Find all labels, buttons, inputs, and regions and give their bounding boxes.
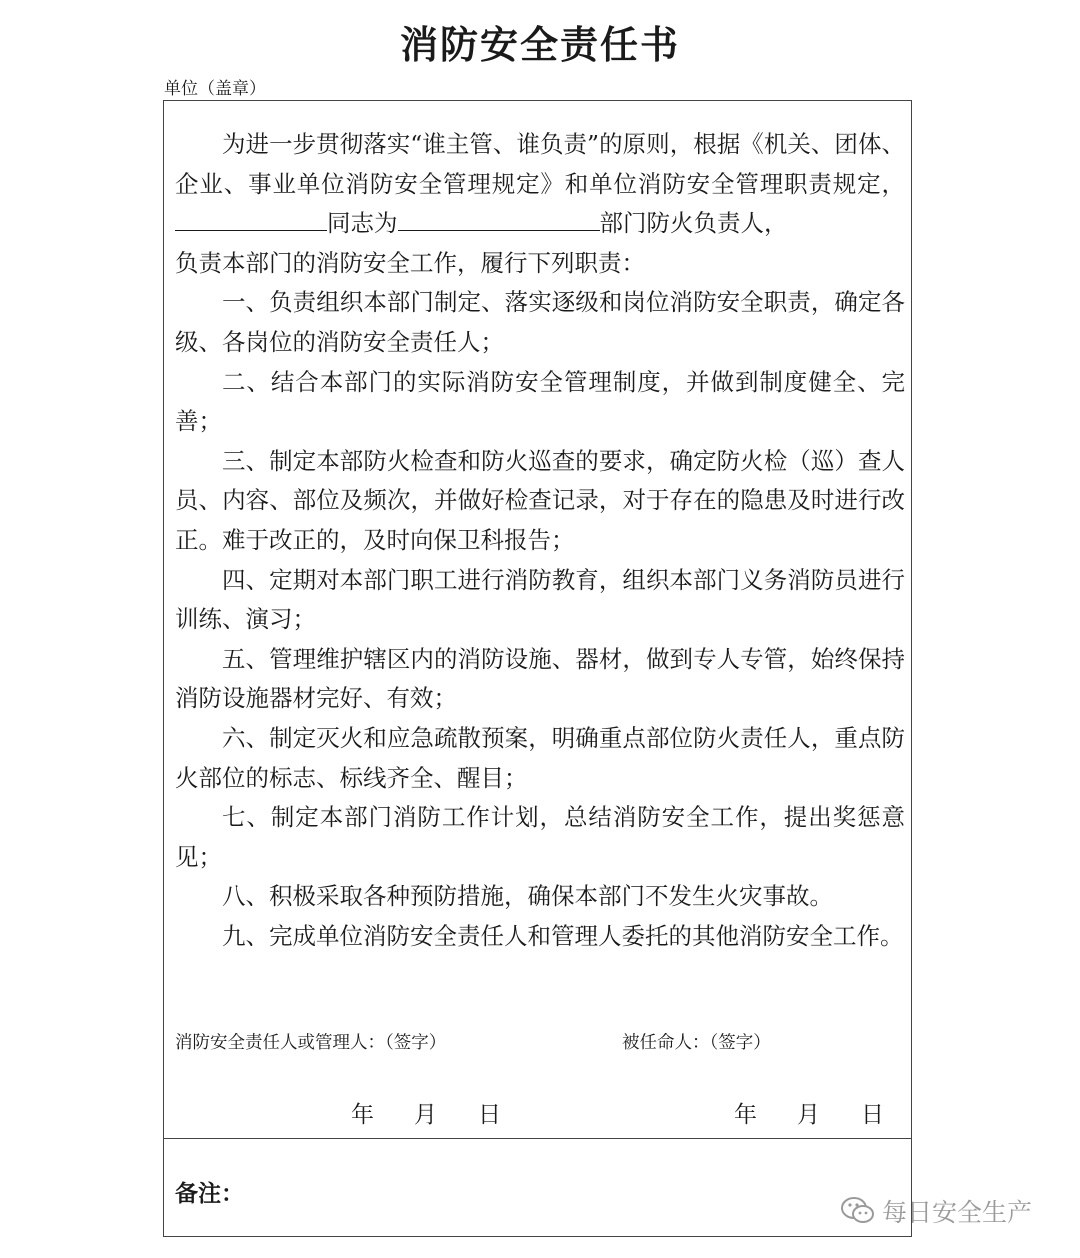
duty-item-4: 四、定期对本部门职工进行消防教育，组织本部门义务消防员进行训练、演习； [175,565,905,634]
remarks-label: 备注： [175,1181,244,1207]
responsibility-text [175,125,905,956]
person-name-blank[interactable] [175,206,327,231]
date-right-month: 月 [797,1102,820,1128]
signature-responsible-person: 消防安全责任人或管理人：（签字） [175,1033,447,1053]
wechat-icon [840,1196,876,1226]
duty-item-5: 五、管理维护辖区内的消防设施、器材，做到专人专管，始终保持消防设施器材完好、有效； [175,644,905,713]
intro-continuation: 负责本部门的消防安全工作，履行下列职责： [175,248,645,277]
date-right-day: 日 [861,1102,884,1128]
intro-text-a: 为进一步贯彻落实“谁主管、谁负责”的原则，根据《机关、团体、企业、事业单位消防安全管理规定》和单位消防安全管理职责规定， [175,130,905,198]
department-name-blank[interactable] [398,206,600,231]
duty-item-8: 八、积极采取各种预防措施，确保本部门不发生火灾事故。 [222,882,833,911]
intro-paragraph [175,125,905,244]
unit-stamp-label: 单位（盖章） [164,79,266,99]
date-left-year: 年 [351,1102,374,1128]
remarks-divider [164,1138,911,1139]
duty-item-2: 二、结合本部门的实际消防安全管理制度，并做到制度健全、完善； [175,367,905,436]
duty-item-1: 一、负责组织本部门制定、落实逐级和岗位消防安全职责，确定各级、各岗位的消防安全责任人； [175,288,905,356]
document-frame [163,100,912,1237]
signature-appointee: 被任命人：（签字） [622,1033,771,1053]
intro-text-b: 同志为 [327,209,398,238]
date-right-year: 年 [734,1102,757,1128]
duty-item-3: 三、制定本部防火检查和防火巡查的要求，确定防火检（巡）查人员、内容、部位及频次，并做好检查记录，对于存在的隐患及时进行改正。难于改正的，及时向保卫科报告； [175,446,905,554]
document-title: 消防安全责任书 [399,23,680,67]
watermark-text: 每日安全生产 [882,1198,1033,1227]
duty-item-9: 九、完成单位消防安全责任人和管理人委托的其他消防安全工作。 [222,921,904,950]
date-left-month: 月 [414,1102,437,1128]
intro-text-c: 部门防火负责人， [599,209,788,238]
watermark [840,1193,1032,1229]
duty-item-6: 六、制定灭火和应急疏散预案，明确重点部位防火责任人，重点防火部位的标志、标线齐全、醒目； [175,723,905,792]
duty-item-7: 七、制定本部门消防工作计划，总结消防安全工作，提出奖惩意见； [175,803,905,871]
date-left-day: 日 [478,1102,501,1128]
